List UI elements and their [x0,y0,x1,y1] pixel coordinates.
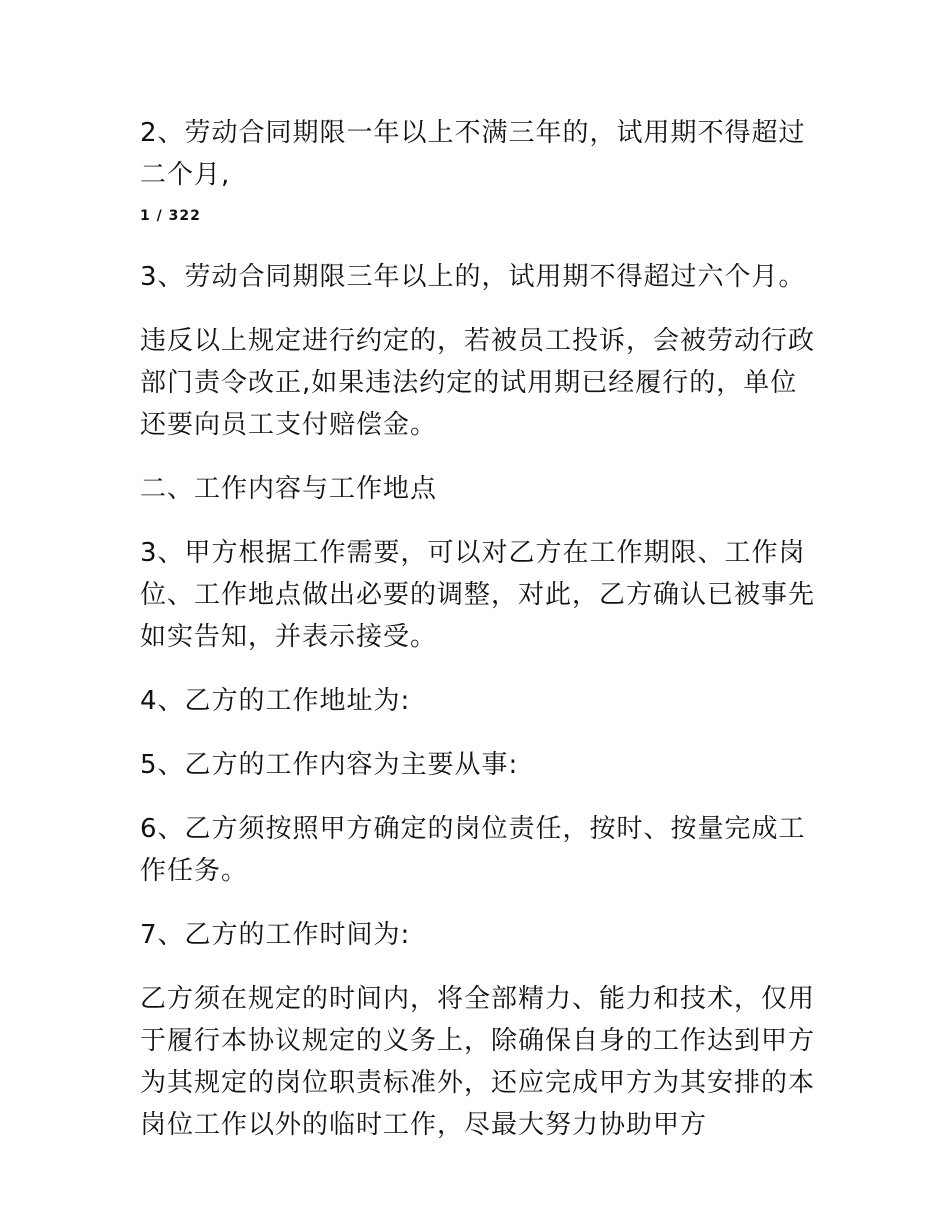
paragraph-violation: 违反以上规定进行约定的，若被员工投诉，会被劳动行政部门责令改正,如果违法约定的试用期已经履行的，单位还要向员工支付赔偿金。 [140,326,816,440]
paragraph-work-address: 4、乙方的工作地址为: [140,686,411,716]
section-heading-work-content: 二、工作内容与工作地点 [140,474,438,504]
paragraph-work-time: 7、乙方的工作时间为: [140,920,411,950]
paragraph-job-duties: 6、乙方须按照甲方确定的岗位责任，按时、按量完成工作任务。 [140,814,806,886]
paragraph-adjustment: 3、甲方根据工作需要，可以对乙方在工作期限、工作岗位、工作地点做出必要的调整，对此，乙方确认已被事先如实告知，并表示接受。 [140,538,816,652]
paragraph-probation-3-years: 3、劳动合同期限三年以上的，试用期不得超过六个月。 [140,262,806,292]
page-number: 1 / 322 [140,208,201,224]
paragraph-work-content: 5、乙方的工作内容为主要从事: [140,750,519,780]
document-page [140,112,820,1168]
paragraph-effort-obligation: 乙方须在规定的时间内，将全部精力、能力和技术，仅用于履行本协议规定的义务上，除确保自身的工作达到甲方为其规定的岗位职责标准外，还应完成甲方为其安排的本岗位工作以外的临时工作，尽最大努力协助甲方 [140,984,816,1140]
paragraph-probation-1-3-years: 2、劳动合同期限一年以上不满三年的，试用期不得超过二个月, [140,118,806,190]
